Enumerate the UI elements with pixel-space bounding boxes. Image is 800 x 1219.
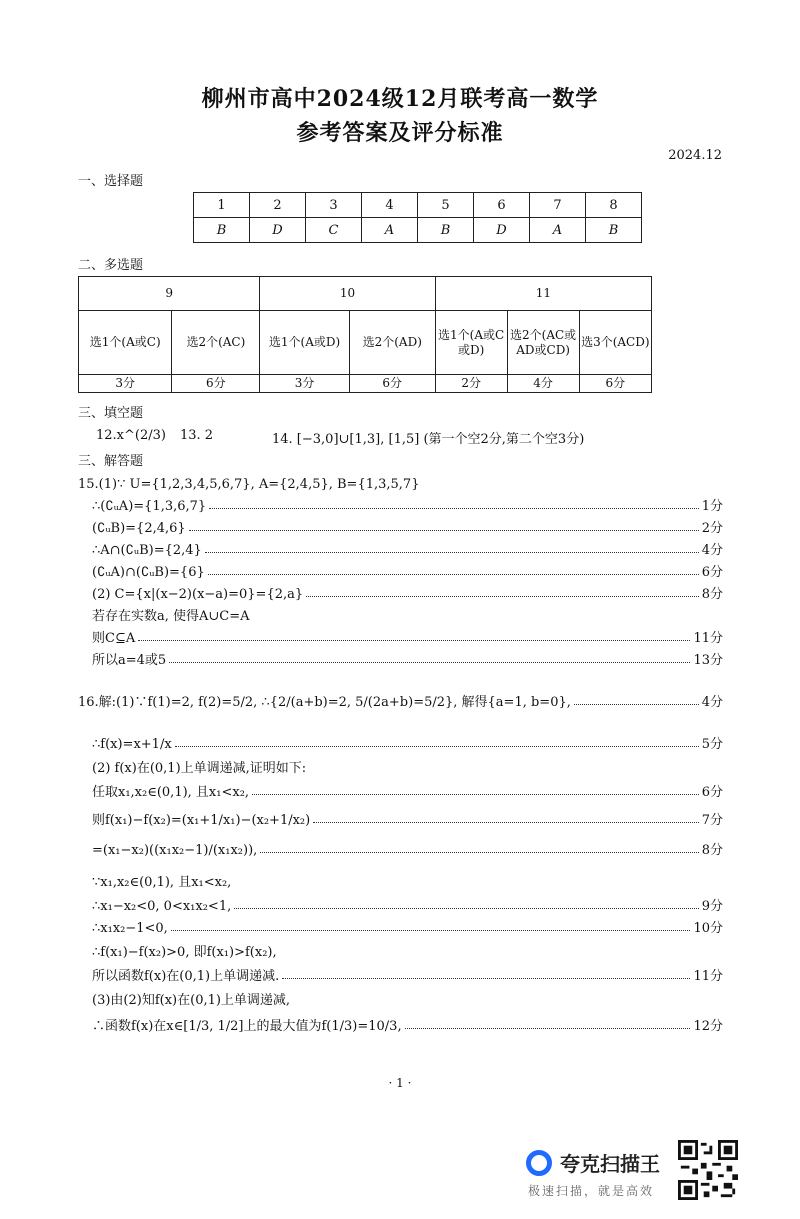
table-row bbox=[79, 375, 652, 393]
doc-subtitle: 参考答案及评分标准 bbox=[296, 120, 504, 146]
table-cell: 选3个(ACD) bbox=[579, 311, 651, 375]
leader-dots bbox=[234, 908, 698, 909]
score-label: 11分 bbox=[693, 969, 723, 984]
solution-text: (3)由(2)知f(x)在(0,1)上单调递减, bbox=[92, 993, 291, 1008]
table-cell: 8 bbox=[586, 193, 642, 218]
table-cell: 选2个(AC或AD或CD) bbox=[507, 311, 579, 375]
leader-dots bbox=[313, 822, 698, 823]
doc-title: 柳州市高中2024级12月联考高一数学 bbox=[201, 86, 599, 112]
table-cell: B bbox=[418, 218, 474, 243]
scanner-brand: 夸克扫描王 bbox=[560, 1152, 660, 1176]
solution-line bbox=[78, 560, 723, 580]
leader-dots bbox=[205, 552, 699, 553]
table-row bbox=[79, 277, 652, 311]
leader-dots bbox=[260, 852, 698, 853]
leader-dots bbox=[169, 662, 690, 663]
leader-dots bbox=[175, 746, 699, 747]
solution-text: =(x₁−x₂)((x₁x₂−1)/(x₁x₂)), bbox=[92, 843, 258, 858]
score-label: 12分 bbox=[693, 1019, 723, 1034]
score-label: 6分 bbox=[701, 785, 723, 800]
table-cell: 选1个(A或C) bbox=[79, 311, 172, 375]
table-cell: 选1个(A或C或D) bbox=[435, 311, 507, 375]
solution-line bbox=[78, 1014, 723, 1034]
qr-code-icon bbox=[678, 1140, 738, 1200]
multi-answer-table bbox=[78, 276, 652, 393]
solution-line bbox=[78, 648, 723, 668]
solution-line bbox=[78, 988, 723, 1008]
score-label: 8分 bbox=[701, 843, 723, 858]
table-cell: 6分 bbox=[579, 375, 651, 393]
leader-dots bbox=[209, 508, 699, 509]
scanner-watermark bbox=[526, 1148, 676, 1208]
page-number: · 1 · bbox=[388, 1076, 412, 1090]
solution-text: ∴(∁ᵤA)={1,3,6,7} bbox=[92, 499, 207, 514]
table-cell: 选2个(AC) bbox=[172, 311, 260, 375]
solution-text: 16.解:(1)∵f(1)=2, f(2)=5/2, ∴{2/(a+b)=2, 5/(2a+b)=5/2}, 解得{a=1, b=0}, bbox=[78, 695, 571, 710]
table-row bbox=[194, 218, 642, 243]
fill-answer-12: 12.x^(2/3) bbox=[96, 428, 166, 443]
section-multi: 二、多选题 bbox=[78, 258, 144, 273]
solution-text: 所以函数f(x)在(0,1)上单调递减. bbox=[92, 969, 280, 984]
scanner-slogan: 极速扫描，就是高效 bbox=[528, 1184, 655, 1198]
solution-line bbox=[78, 780, 723, 800]
table-cell: B bbox=[586, 218, 642, 243]
table-cell: C bbox=[306, 218, 362, 243]
solution-line bbox=[78, 494, 723, 514]
solution-line bbox=[78, 538, 723, 558]
score-label: 7分 bbox=[701, 813, 723, 828]
table-row bbox=[79, 311, 652, 375]
table-cell: 3分 bbox=[260, 375, 350, 393]
solution-text: ∵x₁,x₂∈(0,1), 且x₁<x₂, bbox=[92, 875, 232, 890]
section-solve: 三、解答题 bbox=[78, 454, 144, 469]
score-label: 4分 bbox=[701, 695, 723, 710]
score-label: 4分 bbox=[701, 543, 723, 558]
leader-dots bbox=[405, 1028, 691, 1029]
solution-text: (2) f(x)在(0,1)上单调递减,证明如下: bbox=[92, 761, 307, 776]
table-cell: 6分 bbox=[172, 375, 260, 393]
score-label: 13分 bbox=[693, 653, 723, 668]
solution-text: 则f(x₁)−f(x₂)=(x₁+1/x₁)−(x₂+1/x₂) bbox=[92, 813, 311, 828]
table-cell: 11 bbox=[435, 277, 651, 311]
table-cell: 4 bbox=[362, 193, 418, 218]
table-cell: D bbox=[474, 218, 530, 243]
score-label: 2分 bbox=[701, 521, 723, 536]
solution-line bbox=[78, 690, 723, 710]
score-label: 11分 bbox=[693, 631, 723, 646]
table-cell: A bbox=[362, 218, 418, 243]
solution-line bbox=[78, 838, 723, 858]
solution-line bbox=[78, 604, 723, 624]
leader-dots bbox=[171, 930, 691, 931]
solution-text: 15.(1)∵ U={1,2,3,4,5,6,7}, A={2,4,5}, B={1,3,5,7} bbox=[78, 477, 420, 492]
solution-text: ∴x₁x₂−1<0, bbox=[92, 921, 168, 936]
leader-dots bbox=[189, 530, 699, 531]
table-cell: B bbox=[194, 218, 250, 243]
table-cell: 选1个(A或D) bbox=[260, 311, 350, 375]
table-cell: 3 bbox=[306, 193, 362, 218]
solution-text: 则C⊆A bbox=[92, 631, 136, 646]
solution-text: (∁ᵤA)∩(∁ᵤB)={6} bbox=[92, 565, 205, 580]
leader-dots bbox=[138, 640, 690, 641]
fill-answer-14: 14. [−3,0]∪[1,3], [1,5] (第一个空2分,第二个空3分) bbox=[272, 432, 585, 447]
table-cell: 2分 bbox=[435, 375, 507, 393]
solution-text: ∴x₁−x₂<0, 0<x₁x₂<1, bbox=[92, 899, 232, 914]
solution-text: (∁ᵤB)={2,4,6} bbox=[92, 521, 186, 536]
solution-line bbox=[78, 870, 723, 890]
solution-line bbox=[78, 732, 723, 752]
solution-line bbox=[78, 756, 723, 776]
table-cell: 10 bbox=[260, 277, 435, 311]
solution-line bbox=[78, 516, 723, 536]
score-label: 10分 bbox=[693, 921, 723, 936]
leader-dots bbox=[574, 704, 699, 705]
solution-line bbox=[78, 808, 723, 828]
solution-text: ∴f(x₁)−f(x₂)>0, 即f(x₁)>f(x₂), bbox=[92, 945, 277, 960]
scanner-logo-icon bbox=[526, 1150, 552, 1176]
solution-line bbox=[78, 472, 723, 492]
table-cell: 选2个(AD) bbox=[349, 311, 435, 375]
table-cell: 5 bbox=[418, 193, 474, 218]
score-label: 6分 bbox=[701, 565, 723, 580]
score-label: 5分 bbox=[701, 737, 723, 752]
table-cell: 6分 bbox=[349, 375, 435, 393]
table-cell: 6 bbox=[474, 193, 530, 218]
leader-dots bbox=[208, 574, 699, 575]
section-choice: 一、选择题 bbox=[78, 174, 144, 189]
solution-line bbox=[78, 964, 723, 984]
table-cell: 9 bbox=[79, 277, 260, 311]
solution-text: (2) C={x|(x−2)(x−a)=0}={2,a} bbox=[92, 587, 304, 602]
section-fill: 三、填空题 bbox=[78, 406, 144, 421]
solution-line bbox=[78, 894, 723, 914]
table-cell: 2 bbox=[250, 193, 306, 218]
solution-line bbox=[78, 626, 723, 646]
table-cell: 7 bbox=[530, 193, 586, 218]
fill-answer-13: 13. 2 bbox=[180, 428, 214, 443]
solution-text: 任取x₁,x₂∈(0,1), 且x₁<x₂, bbox=[92, 785, 250, 800]
leader-dots bbox=[252, 794, 699, 795]
solution-text: 所以a=4或5 bbox=[92, 653, 167, 668]
table-cell: A bbox=[530, 218, 586, 243]
score-label: 8分 bbox=[701, 587, 723, 602]
choice-answer-table bbox=[193, 192, 642, 243]
solution-text: ∴函数f(x)在x∈[1/3, 1/2]上的最大值为f(1/3)=10/3, bbox=[92, 1019, 402, 1034]
solution-line bbox=[78, 940, 723, 960]
score-label: 9分 bbox=[701, 899, 723, 914]
table-cell: 4分 bbox=[507, 375, 579, 393]
table-cell: D bbox=[250, 218, 306, 243]
table-cell: 3分 bbox=[79, 375, 172, 393]
doc-date: 2024.12 bbox=[668, 148, 722, 163]
solution-text: 若存在实数a, 使得A∪C=A bbox=[92, 609, 250, 624]
solution-text: ∴f(x)=x+1/x bbox=[92, 737, 172, 752]
solution-line bbox=[78, 582, 723, 602]
leader-dots bbox=[306, 596, 699, 597]
table-cell: 1 bbox=[194, 193, 250, 218]
score-label: 1分 bbox=[701, 499, 723, 514]
solution-text: ∴A∩(∁ᵤB)={2,4} bbox=[92, 543, 202, 558]
solution-line bbox=[78, 916, 723, 936]
table-row bbox=[194, 193, 642, 218]
leader-dots bbox=[282, 978, 690, 979]
